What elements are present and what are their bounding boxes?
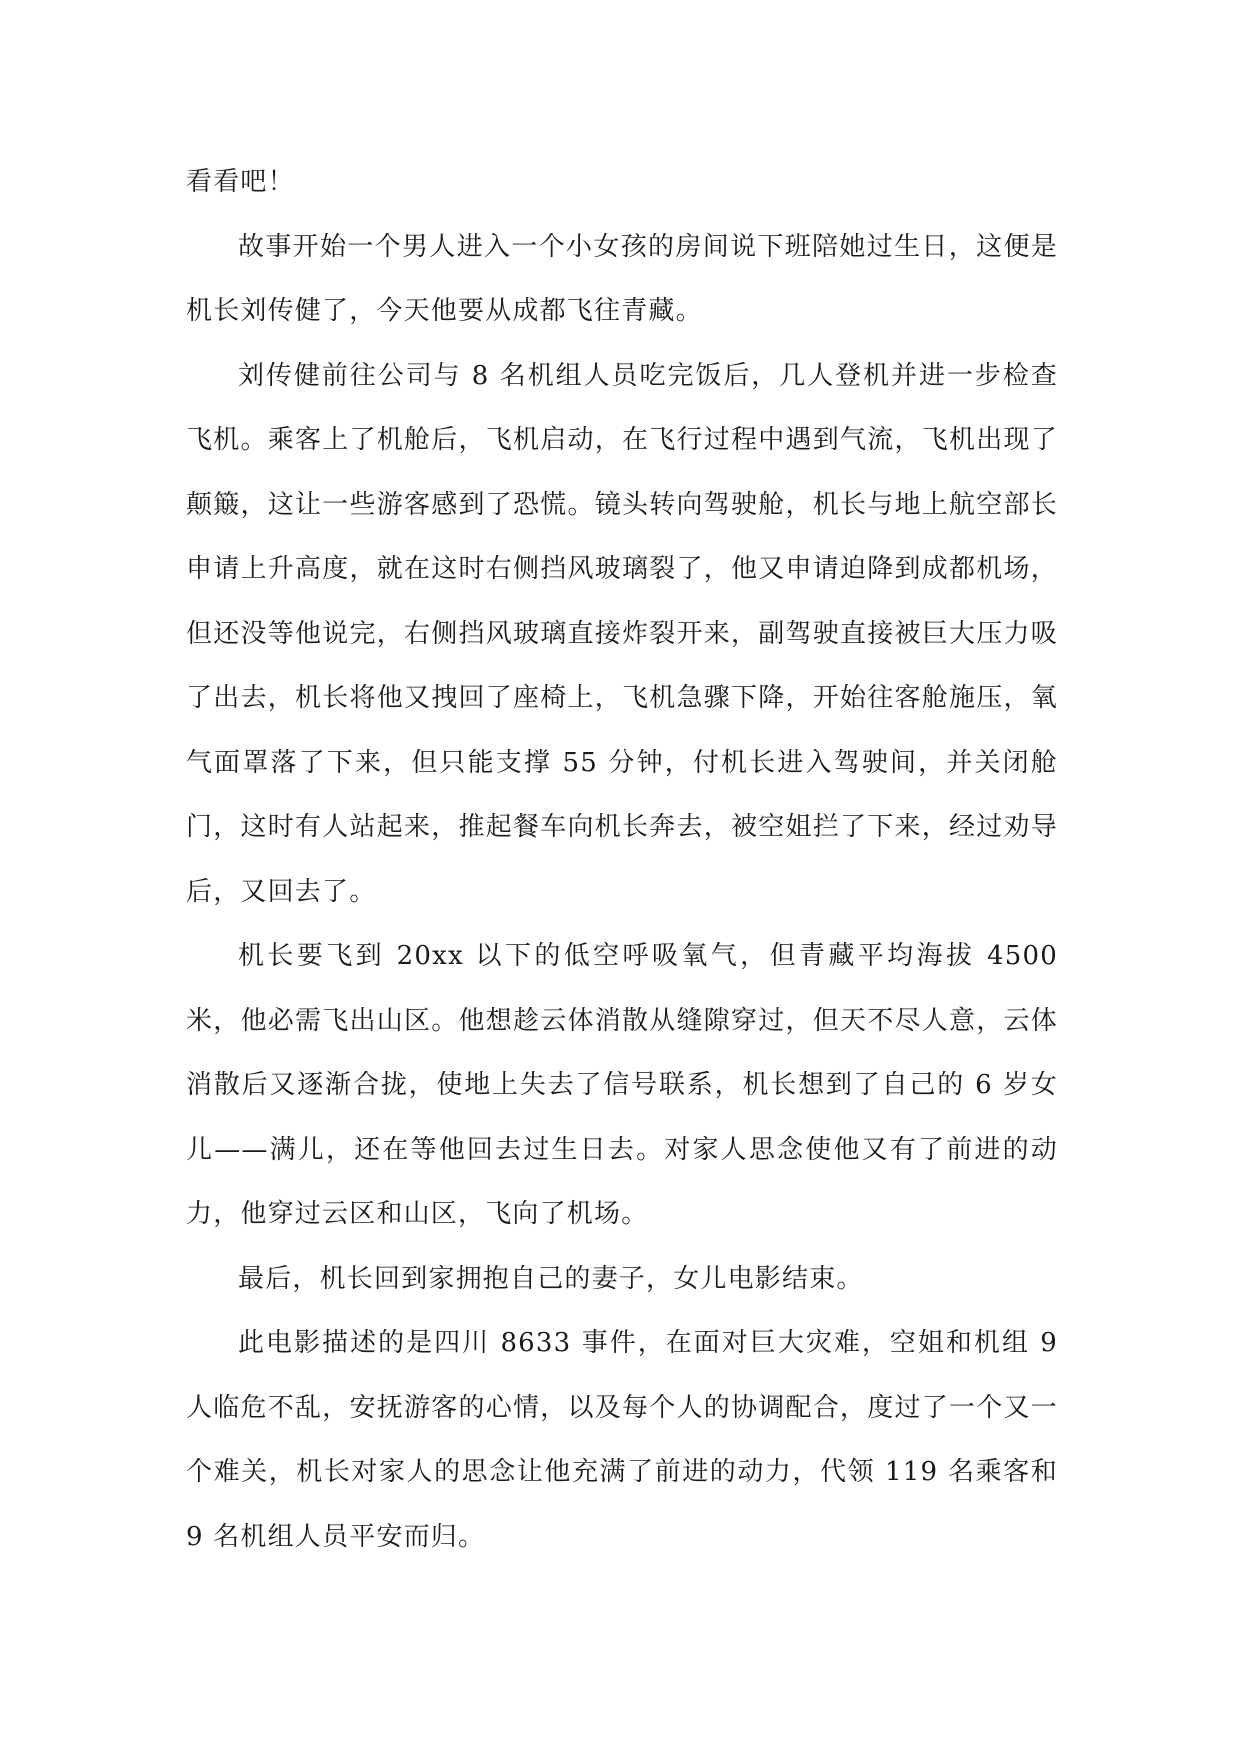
paragraph-ending: 最后，机长回到家拥抱自己的妻子，女儿电影结束。 bbox=[238, 1263, 864, 1294]
document-body bbox=[186, 150, 1058, 1569]
paragraph-flight-incident: 刘传健前往公司与 8 名机组人员吃完饭后，几人登机并进一步检查飞机。乘客上了机舱后，飞机启动，在飞行过程中遇到气流，飞机出现了颠簸，这让一些游客感到了恐慌。镜头转向驾驶舱，机长与地上航空部长申请上升高度，就在这时右侧挡风玻璃裂了，他又申请迫降到成都机场，但还没等他说完，右侧挡风玻璃直接炸裂开来，副驾驶直接被巨大压力吸了出去，机长将他又拽回了座椅上，飞机急骤下降，开始往客舱施压，氧气面罩落了下来，但只能支撑 55 分钟，付机长进入驾驶间，并关闭舱门，这时有人站起来，推起餐车向机长奔去，被空姐拦了下来，经过劝导后，又回去了。 bbox=[186, 360, 1058, 907]
paragraph-summary: 此电影描述的是四川 8633 事件，在面对巨大灾难，空姐和机组 9 人临危不乱，安抚游客的心情，以及每个人的协调配合，度过了一个又一个难关，机长对家人的思念让他充满了前进的动力，代领 119 名乘客和 9 名机组人员平安而归。 bbox=[186, 1328, 1058, 1552]
paragraph-continuation: 看看吧！ bbox=[186, 167, 295, 197]
paragraph-story-opening: 故事开始一个男人进入一个小女孩的房间说下班陪她过生日，这便是机长刘传健了，今天他要从成都飞往青藏。 bbox=[186, 231, 1058, 326]
paragraph-low-altitude: 机长要飞到 20xx 以下的低空呼吸氧气，但青藏平均海拔 4500 米，他必需飞出山区。他想趁云体消散从缝隙穿过，但天不尽人意，云体消散后又逐渐合拢，使地上失去了信号联系，机长想到了自己的 6 岁女儿——满儿，还在等他回去过生日去。对家人思念使他又有了前进的动力，他穿过云区和山区，飞向了机场。 bbox=[186, 941, 1058, 1229]
